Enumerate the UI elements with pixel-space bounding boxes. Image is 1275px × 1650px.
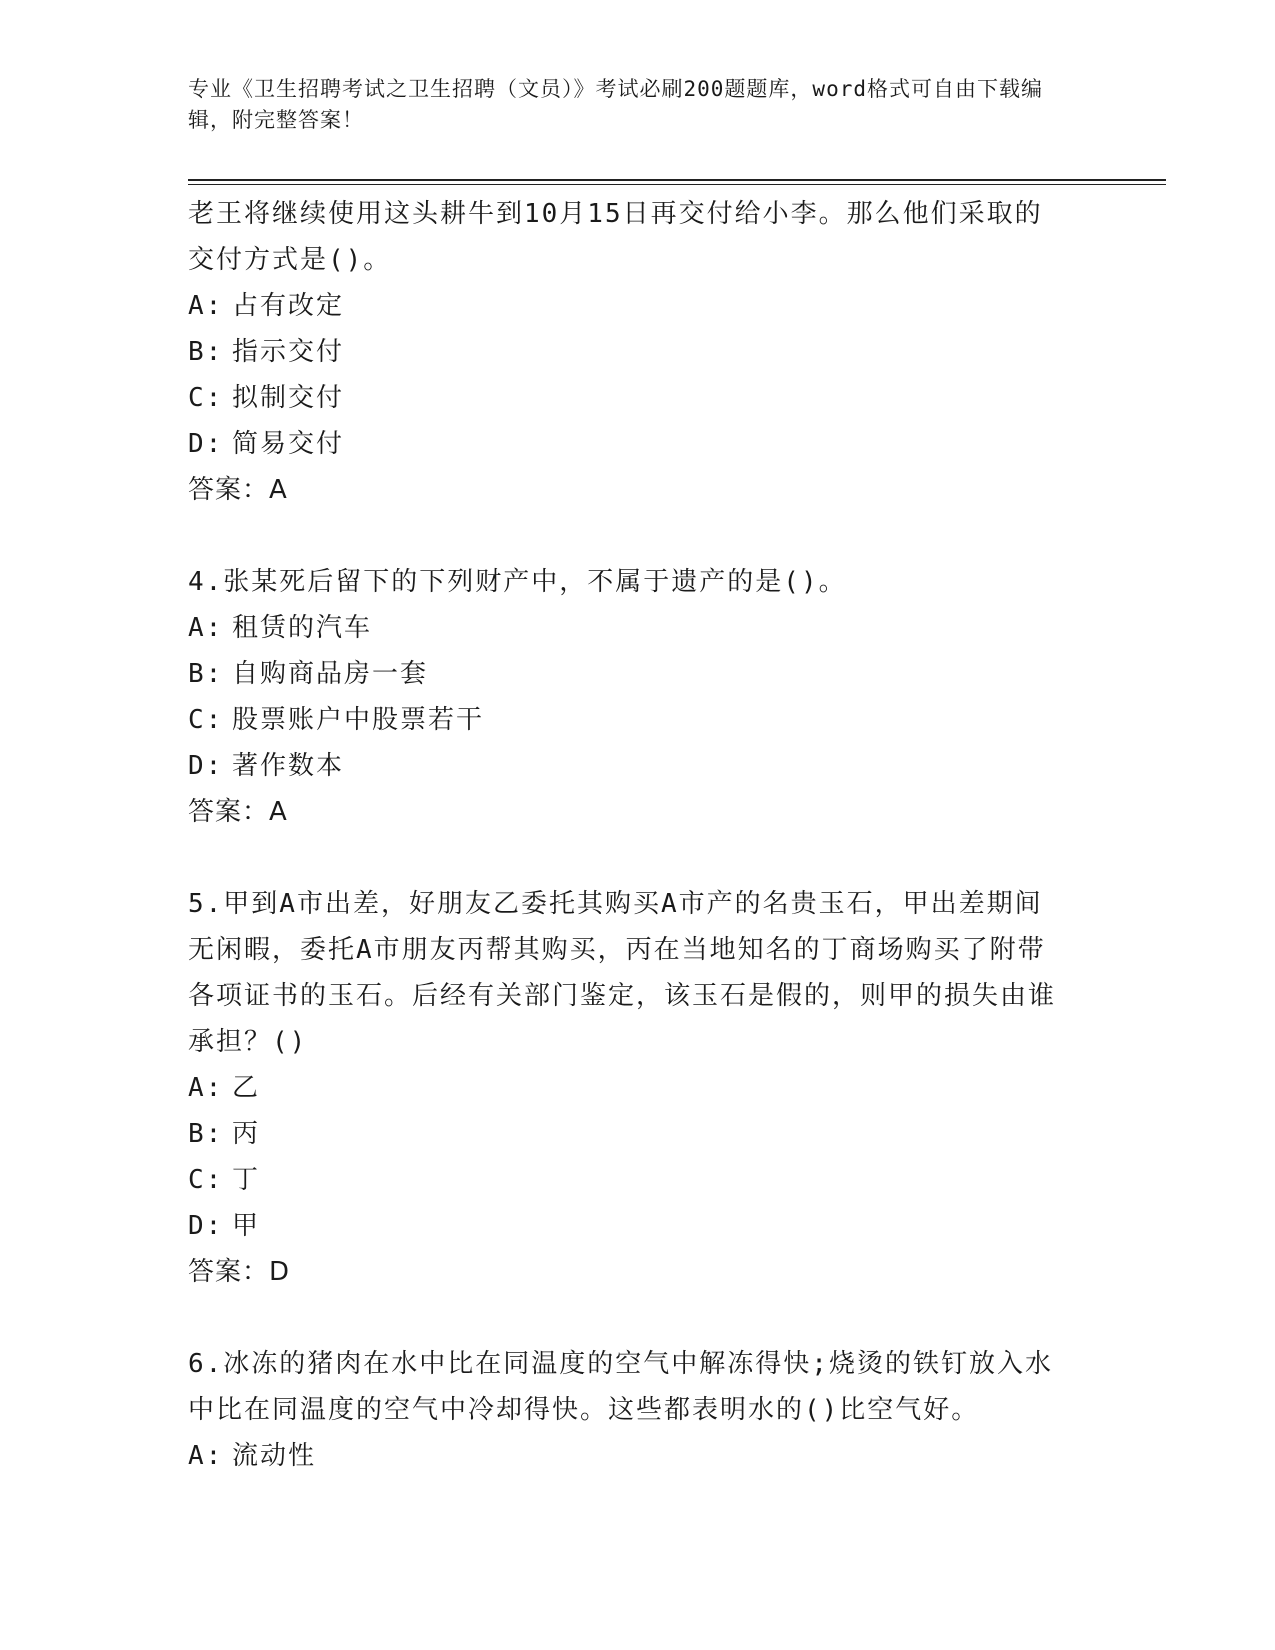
- option-c: [188, 375, 1068, 421]
- option-text: 著作数本: [232, 751, 345, 781]
- option-text: 股票账户中股票若干: [232, 705, 485, 735]
- option-text: 丁: [232, 1165, 261, 1195]
- option-text: 简易交付: [232, 429, 345, 459]
- option-d: [188, 743, 1068, 789]
- question-block: [188, 881, 1068, 1295]
- answer-value: D: [269, 1257, 291, 1287]
- option-text: 乙: [232, 1073, 261, 1103]
- answer-line: [188, 467, 1068, 513]
- option-b: [188, 329, 1068, 375]
- question-text: 6.冰冻的猪肉在水中比在同温度的空气中解冻得快;烧烫的铁钉放入水中比在同温度的空气中冷却得快。这些都表明水的()比空气好。: [188, 1349, 1053, 1425]
- document-header: 专业《卫生招聘考试之卫生招聘（文员）》考试必刷200题题库，word格式可自由下载编辑，附完整答案！: [188, 77, 1043, 132]
- question-text: 4.张某死后留下的下列财产中，不属于遗产的是()。: [188, 567, 847, 597]
- option-text: 拟制交付: [232, 383, 345, 413]
- option-c: [188, 1157, 1068, 1203]
- answer-label: 答案：: [188, 475, 270, 505]
- option-label: C:: [188, 383, 224, 413]
- answer-label: 答案：: [188, 1257, 270, 1287]
- option-d: [188, 421, 1068, 467]
- question-block: [188, 1341, 1068, 1479]
- option-label: C:: [188, 705, 224, 735]
- option-text: 流动性: [232, 1441, 317, 1471]
- option-a: [188, 1065, 1068, 1111]
- option-label: C:: [188, 1165, 224, 1195]
- question-list: [188, 191, 1068, 1525]
- option-label: A:: [188, 291, 224, 321]
- answer-value: A: [269, 797, 288, 827]
- option-label: B:: [188, 659, 224, 689]
- answer-line: [188, 789, 1068, 835]
- option-a: [188, 283, 1068, 329]
- question-text: 老王将继续使用这头耕牛到10月15日再交付给小李。那么他们采取的交付方式是()。: [188, 199, 1043, 275]
- answer-line: [188, 1249, 1068, 1295]
- option-text: 自购商品房一套: [232, 659, 429, 689]
- option-label: B:: [188, 337, 224, 367]
- option-a: [188, 1433, 1068, 1479]
- option-d: [188, 1203, 1068, 1249]
- option-b: [188, 1111, 1068, 1157]
- answer-value: A: [269, 475, 288, 505]
- option-label: A:: [188, 613, 224, 643]
- question-block: [188, 191, 1068, 513]
- option-label: A:: [188, 1441, 224, 1471]
- option-text: 占有改定: [232, 291, 345, 321]
- option-label: A:: [188, 1073, 224, 1103]
- question-block: [188, 559, 1068, 835]
- option-c: [188, 697, 1068, 743]
- option-text: 甲: [232, 1211, 261, 1241]
- option-text: 指示交付: [232, 337, 345, 367]
- option-b: [188, 651, 1068, 697]
- option-label: B:: [188, 1119, 224, 1149]
- header-divider-thin: [188, 184, 1166, 185]
- option-text: 丙: [232, 1119, 261, 1149]
- question-text: 5.甲到A市出差，好朋友乙委托其购买A市产的名贵玉石，甲出差期间无闲暇，委托A市朋友丙帮其购买，丙在当地知名的丁商场购买了附带各项证书的玉石。后经有关部门鉴定，该玉石是假的，则甲的损失由谁承担？(): [188, 889, 1057, 1057]
- option-label: D:: [188, 1211, 224, 1241]
- option-label: D:: [188, 429, 224, 459]
- answer-label: 答案：: [188, 797, 270, 827]
- option-a: [188, 605, 1068, 651]
- header-divider: [188, 179, 1166, 181]
- option-label: D:: [188, 751, 224, 781]
- option-text: 租赁的汽车: [232, 613, 373, 643]
